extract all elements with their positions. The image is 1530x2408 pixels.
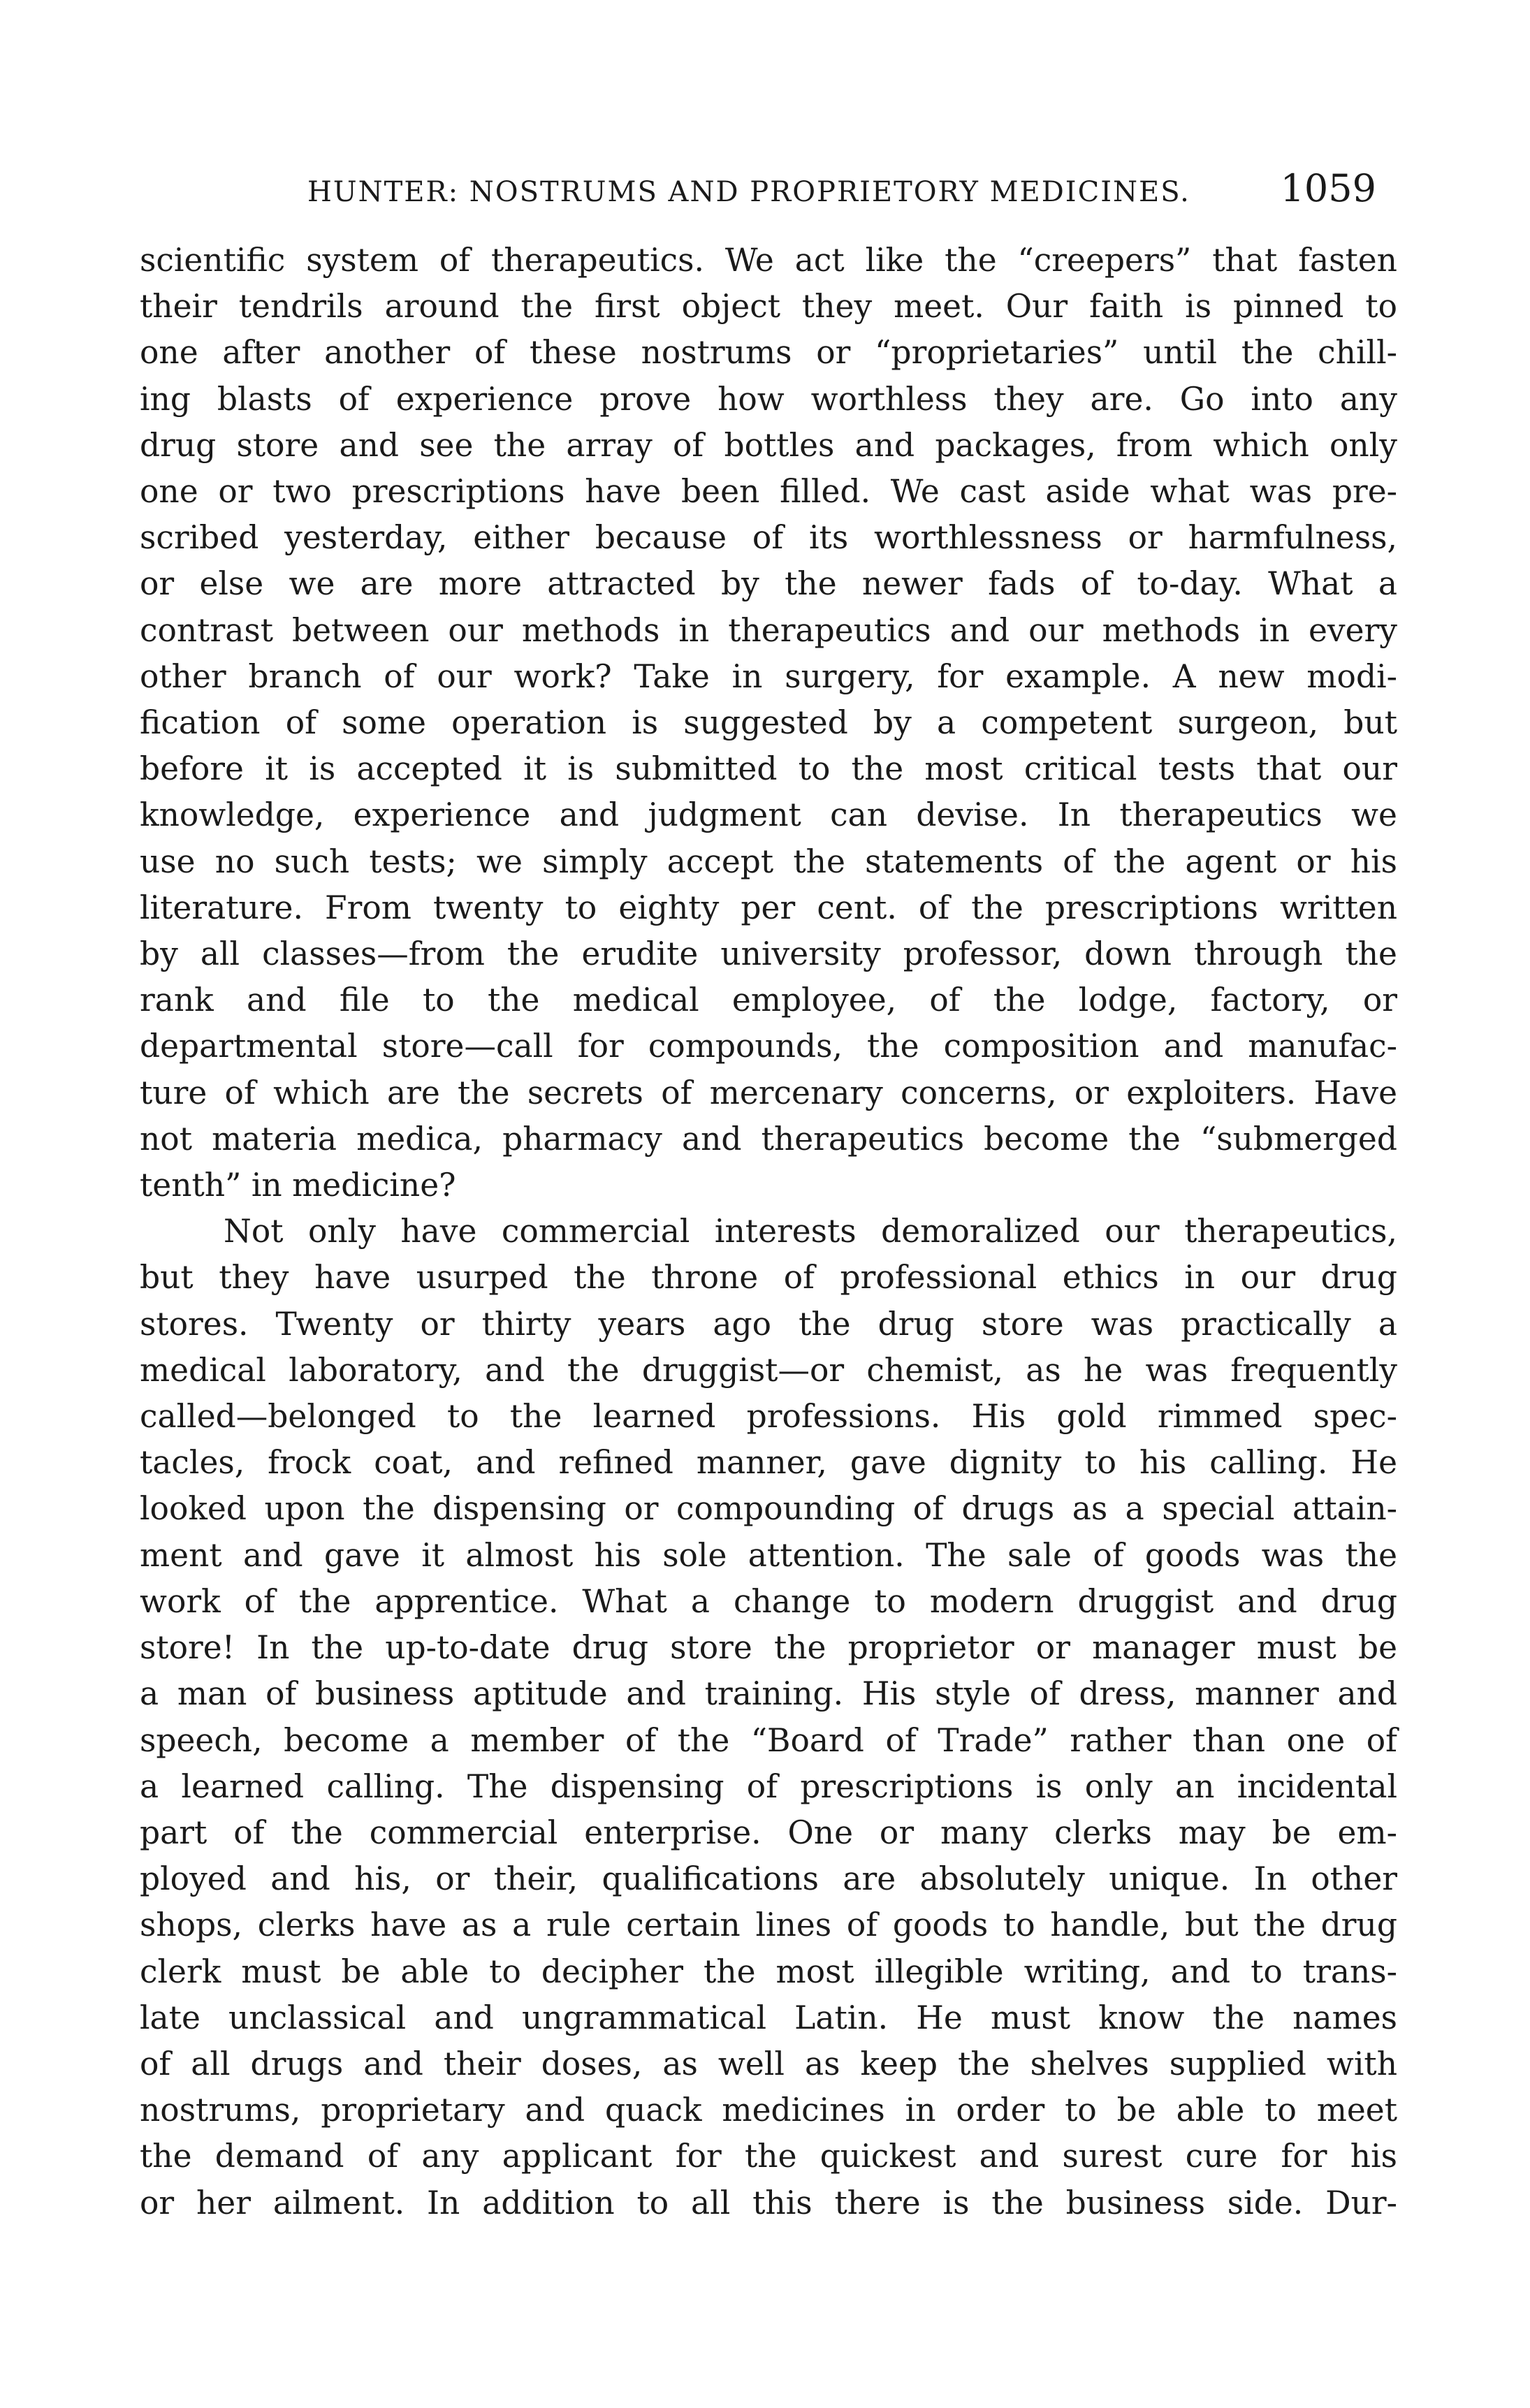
text-line: medical laboratory, and the druggist—or chemist, as he was frequently [140,1351,1397,1389]
text-line: part of the commercial enterprise. One or many clerks may be em- [140,1814,1397,1851]
text-line: called—belonged to the learned professions. His gold rimmed spec- [140,1398,1397,1436]
running-title: HUNTER: NOSTRUMS AND PROPRIETORY MEDICINES. [307,176,1190,208]
paragraph-1 [140,238,1397,1209]
text-line: contrast between our methods in therapeutics and our methods in every [140,611,1397,649]
text-line: other branch of our work? Take in surgery, for example. A new modi- [140,657,1397,695]
text-line: by all classes—from the erudite university professor, down through the [140,935,1397,973]
text-line: late unclassical and ungrammatical Latin. He must know the names [140,1999,1397,2036]
text-line: a learned calling. The dispensing of prescriptions is only an incidental [140,1767,1397,1805]
text-line: scribed yesterday, either because of its worthlessness or harmfulness, [140,519,1397,557]
text-line: nostrums, proprietary and quack medicines in order to be able to meet [140,2092,1397,2129]
text-line: clerk must be able to decipher the most illegible writing, and to trans- [140,1953,1397,1990]
page [140,161,1397,2226]
text-line: ing blasts of experience prove how worthless they are. Go into any [140,380,1397,418]
text-line: a man of business aptitude and training. His style of dress, manner and [140,1675,1397,1713]
text-line: looked upon the dispensing or compounding of drugs as a special attain- [140,1490,1397,1528]
running-head [140,161,1397,217]
text-line: departmental store—call for compounds, the composition and manufac- [140,1028,1397,1065]
text-line: store! In the up-to-date drug store the proprietor or manager must be [140,1629,1397,1667]
text-line: one after another of these nostrums or “proprietaries” until the chill- [140,334,1397,372]
text-line: or her ailment. In addition to all this there is the business side. Dur- [140,2184,1397,2221]
text-line: before it is accepted it is submitted to the most critical tests that our [140,750,1397,788]
text-line: of all drugs and their doses, as well as keep the shelves supplied with [140,2045,1397,2082]
page-number: 1059 [1280,166,1376,210]
text-line: or else we are more attracted by the newer fads of to-day. What a [140,565,1397,603]
text-line: but they have usurped the throne of professional ethics in our drug [140,1259,1397,1297]
text-line: ture of which are the secrets of mercenary concerns, or exploiters. Have [140,1074,1397,1111]
text-line: tenth” in medicine? [140,1167,456,1204]
paragraph-2 [140,1209,1397,2226]
text-line: scientific system of therapeutics. We act like the “creepers” that fasten [140,242,1397,279]
text-line: ployed and his, or their, qualifications are absolutely unique. In other [140,1860,1397,1898]
text-line: not materia medica, pharmacy and therapeutics become the “submerged [140,1120,1397,1158]
text-line: literature. From twenty to eighty per cent. of the prescriptions written [140,889,1397,926]
text-line: speech, become a member of the “Board of Trade” rather than one of [140,1721,1397,1759]
text-line: one or two prescriptions have been filled. We cast aside what was pre- [140,473,1397,511]
text-line: their tendrils around the first object they meet. Our faith is pinned to [140,288,1397,326]
text-line: drug store and see the array of bottles and packages, from which only [140,426,1397,464]
text-line: stores. Twenty or thirty years ago the drug store was practically a [140,1305,1397,1343]
text-line: fication of some operation is suggested by a competent surgeon, but [140,704,1397,742]
text-line: work of the apprentice. What a change to modern druggist and drug [140,1582,1397,1620]
text-line: knowledge, experience and judgment can devise. In therapeutics we [140,796,1397,834]
body-text [140,238,1397,2226]
text-line: tacles, frock coat, and refined manner, gave dignity to his calling. He [140,1444,1397,1482]
text-line: use no such tests; we simply accept the statements of the agent or his [140,842,1397,880]
text-line: Not only have commercial interests demoralized our therapeutics, [224,1213,1397,1250]
text-line: ment and gave it almost his sole attention. The sale of goods was the [140,1536,1397,1574]
text-line: the demand of any applicant for the quickest and surest cure for his [140,2138,1397,2175]
text-line: shops, clerks have as a rule certain lines of goods to handle, but the drug [140,1906,1397,1944]
text-line: rank and file to the medical employee, of the lodge, factory, or [140,982,1397,1019]
